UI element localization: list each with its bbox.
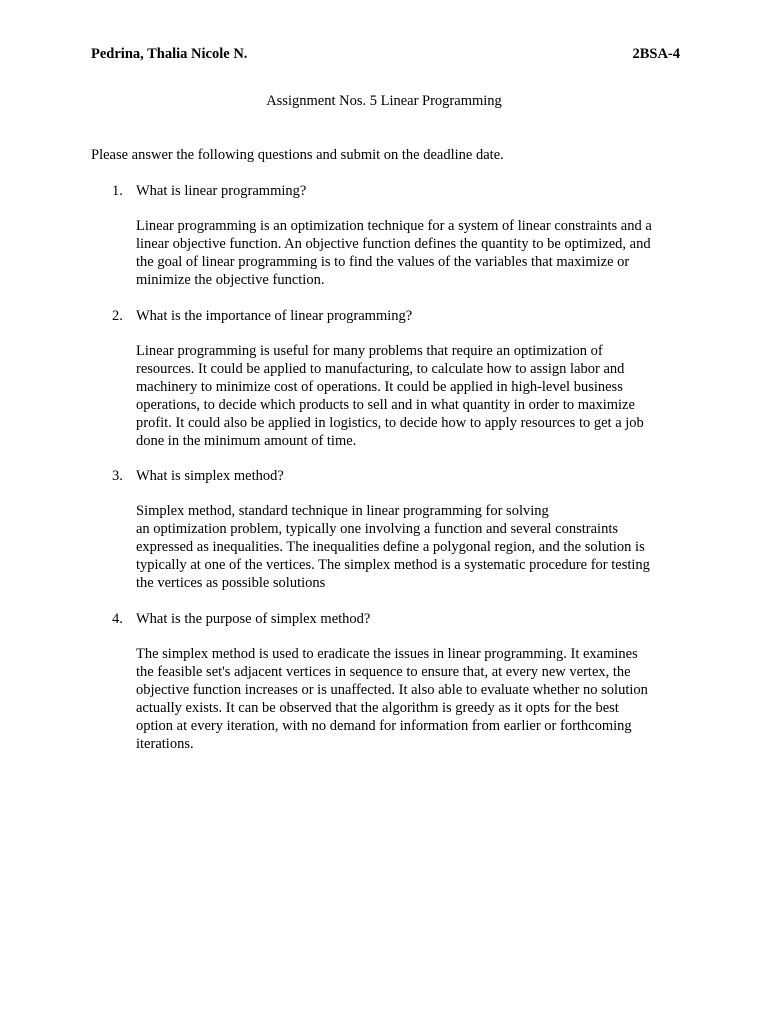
question-text: What is linear programming? [136, 183, 307, 199]
answer-line: minimize the objective function. [136, 271, 325, 288]
answer-text [136, 503, 676, 593]
answer-line: actually exists. It can be observed that the algorithm is greedy as it opts for the best [136, 699, 619, 716]
answer-line: machinery to minimize cost of operations. It could be applied in high-level business [136, 378, 623, 395]
document-header [91, 46, 680, 66]
answer-line: the goal of linear programming is to find the values of the variables that maximize or [136, 253, 630, 270]
answer-line: Linear programming is an optimization technique for a system of linear constraints and a [136, 218, 652, 234]
answer-line: iterations. [136, 735, 194, 752]
answer-line: option at every iteration, with no demand for information from earlier or forthcoming [136, 717, 632, 734]
answer-text [136, 343, 676, 450]
answer-text [136, 218, 676, 290]
answer-line: typically at one of the vertices. The simplex method is a systematic procedure for testing [136, 556, 650, 573]
question-number: 2. [112, 308, 123, 324]
question-number: 3. [112, 468, 123, 484]
document-title: Assignment Nos. 5 Linear Programming [266, 93, 502, 109]
section-code: 2BSA-4 [632, 46, 680, 62]
answer-line: Simplex method, standard technique in linear programming for solving [136, 503, 549, 519]
answer-line: Linear programming is useful for many problems that require an optimization of [136, 343, 603, 359]
answer-line: the feasible set's adjacent vertices in sequence to ensure that, at every new vertex, the [136, 663, 631, 680]
answer-line: an optimization problem, typically one involving a function and several constraints [136, 520, 619, 537]
answer-line: objective function increases or is unaffected. It also able to evaluate whether no solution [136, 681, 648, 698]
question-number: 1. [112, 183, 123, 199]
question-text: What is simplex method? [136, 468, 284, 484]
question-text: What is the importance of linear programming? [136, 308, 413, 324]
answer-line: the vertices as possible solutions [136, 574, 326, 591]
student-name: Pedrina, Thalia Nicole N. [91, 46, 248, 62]
answer-line: operations, to decide which products to sell and in what quantity in order to maximize [136, 396, 635, 413]
question-number: 4. [112, 611, 123, 627]
answer-line: The simplex method is used to eradicate the issues in linear programming. It examines [136, 646, 638, 662]
answer-line: profit. It could also be applied in logistics, to decide how to apply resources to get a job [136, 414, 644, 431]
answer-line: done in the minimum amount of time. [136, 432, 357, 449]
instructions-text: Please answer the following questions and submit on the deadline date. [91, 147, 504, 163]
answer-text [136, 646, 676, 753]
answer-line: linear objective function. An objective function defines the quantity to be optimized, and [136, 235, 651, 252]
question-text: What is the purpose of simplex method? [136, 611, 371, 627]
answer-line: expressed as inequalities. The inequalities define a polygonal region, and the solution is [136, 538, 645, 555]
answer-line: resources. It could be applied to manufacturing, to calculate how to assign labor and [136, 360, 625, 377]
